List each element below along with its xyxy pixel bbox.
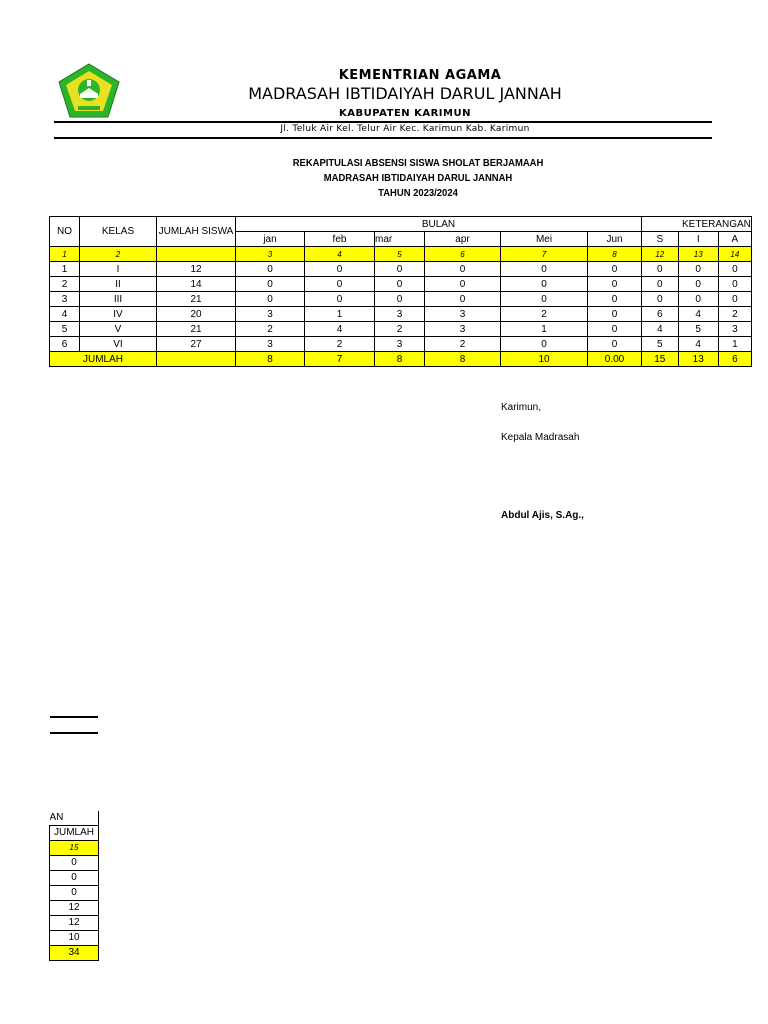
ministry-heading: KEMENTRIAN AGAMA: [338, 68, 502, 83]
cell-mar: 0: [375, 292, 425, 307]
summary-value: 0: [50, 856, 99, 871]
cell-jumlah-siswa: 12: [157, 262, 236, 277]
header-rule-top: [54, 121, 712, 123]
attendance-table: [49, 216, 752, 367]
cell-s: 4: [642, 322, 679, 337]
cell-feb: 0: [305, 262, 375, 277]
total-cell: 13: [678, 352, 718, 367]
summary-index: 15: [50, 841, 99, 856]
table-row: [50, 277, 752, 292]
summary-header: JUMLAH: [50, 826, 99, 841]
index-cell: [157, 247, 236, 262]
table-row: [50, 337, 752, 352]
header-bulan: BULAN: [236, 217, 642, 232]
cell-mar: 0: [375, 262, 425, 277]
cell-jun: 0: [588, 307, 642, 322]
month-header: mar: [375, 232, 425, 247]
total-cell: 8: [375, 352, 425, 367]
cell-feb: 0: [305, 292, 375, 307]
cell-jumlah-siswa: 21: [157, 322, 236, 337]
cell-mar: 2: [375, 322, 425, 337]
cell-jan: 3: [236, 307, 305, 322]
cell-mei: 0: [501, 262, 588, 277]
cell-apr: 3: [425, 322, 501, 337]
month-header: jan: [236, 232, 305, 247]
summary-table: [49, 811, 99, 961]
cell-i: 0: [678, 262, 718, 277]
total-cell: 7: [305, 352, 375, 367]
table-row: [50, 262, 752, 277]
cell-jun: 0: [588, 277, 642, 292]
cell-mar: 3: [375, 307, 425, 322]
cell-apr: 3: [425, 307, 501, 322]
index-cell: 6: [425, 247, 501, 262]
total-cell: 8: [425, 352, 501, 367]
cell-jan: 0: [236, 277, 305, 292]
cell-jun: 0: [588, 292, 642, 307]
school-address: Jl. Teluk Air Kel. Telur Air Kec. Karimun Kab. Karimun: [280, 124, 530, 134]
header-jumlah-siswa: JUMLAH SISWA: [157, 217, 236, 247]
cell-jumlah-siswa: 20: [157, 307, 236, 322]
cell-s: 0: [642, 277, 679, 292]
summary-value: 12: [50, 901, 99, 916]
cell-mei: 1: [501, 322, 588, 337]
total-cell: 0.00: [588, 352, 642, 367]
cell-mei: 0: [501, 337, 588, 352]
report-year: TAHUN 2023/2024: [378, 187, 458, 199]
summary-cut-header: AN: [50, 811, 99, 826]
cell-jun: 0: [588, 337, 642, 352]
index-cell: 8: [588, 247, 642, 262]
summary-value: 0: [50, 886, 99, 901]
month-header: apr: [425, 232, 501, 247]
cell-kelas: I: [80, 262, 157, 277]
index-cell: 5: [375, 247, 425, 262]
signature-role: Kepala Madrasah: [501, 432, 580, 443]
total-row: [50, 352, 752, 367]
cell-s: 5: [642, 337, 679, 352]
table-row: [50, 307, 752, 322]
header-kelas: KELAS: [80, 217, 157, 247]
index-cell: 13: [678, 247, 718, 262]
month-header: feb: [305, 232, 375, 247]
index-cell: 1: [50, 247, 80, 262]
cell-a: 3: [718, 322, 751, 337]
cell-mar: 3: [375, 337, 425, 352]
cell-a: 1: [718, 337, 751, 352]
cell-i: 0: [678, 277, 718, 292]
index-cell: 4: [305, 247, 375, 262]
cell-feb: 1: [305, 307, 375, 322]
cell-kelas: II: [80, 277, 157, 292]
cell-no: 1: [50, 262, 80, 277]
cell-mei: 0: [501, 277, 588, 292]
cell-s: 6: [642, 307, 679, 322]
month-header: Mei: [501, 232, 588, 247]
total-label: JUMLAH: [50, 352, 157, 367]
report-title: REKAPITULASI ABSENSI SISWA SHOLAT BERJAMAAH: [292, 157, 544, 169]
cell-kelas: V: [80, 322, 157, 337]
header-no: NO: [50, 217, 80, 247]
summary-total: 34: [50, 946, 99, 961]
cell-kelas: IV: [80, 307, 157, 322]
cell-feb: 4: [305, 322, 375, 337]
cell-no: 5: [50, 322, 80, 337]
cell-s: 0: [642, 262, 679, 277]
cell-mei: 2: [501, 307, 588, 322]
cell-jun: 0: [588, 262, 642, 277]
cell-feb: 2: [305, 337, 375, 352]
cell-jan: 3: [236, 337, 305, 352]
cell-apr: 0: [425, 262, 501, 277]
cell-a: 0: [718, 292, 751, 307]
cell-jun: 0: [588, 322, 642, 337]
cell-mar: 0: [375, 277, 425, 292]
index-cell: 14: [718, 247, 751, 262]
cell-a: 0: [718, 277, 751, 292]
cell-apr: 0: [425, 277, 501, 292]
cell-feb: 0: [305, 277, 375, 292]
cell-no: 2: [50, 277, 80, 292]
index-cell: 3: [236, 247, 305, 262]
cell-apr: 2: [425, 337, 501, 352]
cell-jan: 0: [236, 292, 305, 307]
cell-i: 5: [678, 322, 718, 337]
signature-name: Abdul Ajis, S.Ag.,: [501, 510, 584, 521]
cell-i: 4: [678, 307, 718, 322]
ket-header: S: [642, 232, 679, 247]
cell-a: 2: [718, 307, 751, 322]
header-rule-bottom: [54, 137, 712, 139]
cell-no: 6: [50, 337, 80, 352]
header-keterangan: KETERANGAN: [642, 217, 752, 232]
ket-header: A: [718, 232, 751, 247]
regency-heading: KABUPATEN KARIMUN: [339, 108, 471, 119]
cell-jumlah-siswa: 27: [157, 337, 236, 352]
cell-jumlah-siswa: 21: [157, 292, 236, 307]
total-cell: 15: [642, 352, 679, 367]
total-cell: [157, 352, 236, 367]
table-row: [50, 292, 752, 307]
total-cell: 6: [718, 352, 751, 367]
cell-mei: 0: [501, 292, 588, 307]
cell-i: 0: [678, 292, 718, 307]
index-cell: 2: [80, 247, 157, 262]
cell-apr: 0: [425, 292, 501, 307]
cell-kelas: VI: [80, 337, 157, 352]
cell-no: 3: [50, 292, 80, 307]
summary-value: 12: [50, 916, 99, 931]
total-cell: 10: [501, 352, 588, 367]
cell-jan: 0: [236, 262, 305, 277]
summary-value: 10: [50, 931, 99, 946]
signature-place: Karimun,: [501, 402, 542, 413]
report-subtitle: MADRASAH IBTIDAIYAH DARUL JANNAH: [323, 172, 513, 184]
total-cell: 8: [236, 352, 305, 367]
cell-i: 4: [678, 337, 718, 352]
cell-kelas: III: [80, 292, 157, 307]
cell-jumlah-siswa: 14: [157, 277, 236, 292]
cell-no: 4: [50, 307, 80, 322]
month-header: Jun: [588, 232, 642, 247]
ket-header: I: [678, 232, 718, 247]
cell-s: 0: [642, 292, 679, 307]
cell-jan: 2: [236, 322, 305, 337]
index-cell: 12: [642, 247, 679, 262]
divider-line: [50, 732, 98, 734]
table-row: [50, 322, 752, 337]
summary-value: 0: [50, 871, 99, 886]
index-cell: 7: [501, 247, 588, 262]
school-heading: MADRASAH IBTIDAIYAH DARUL JANNAH: [248, 84, 562, 103]
column-index-row: [50, 247, 752, 262]
divider-line: [50, 716, 98, 718]
cell-a: 0: [718, 262, 751, 277]
